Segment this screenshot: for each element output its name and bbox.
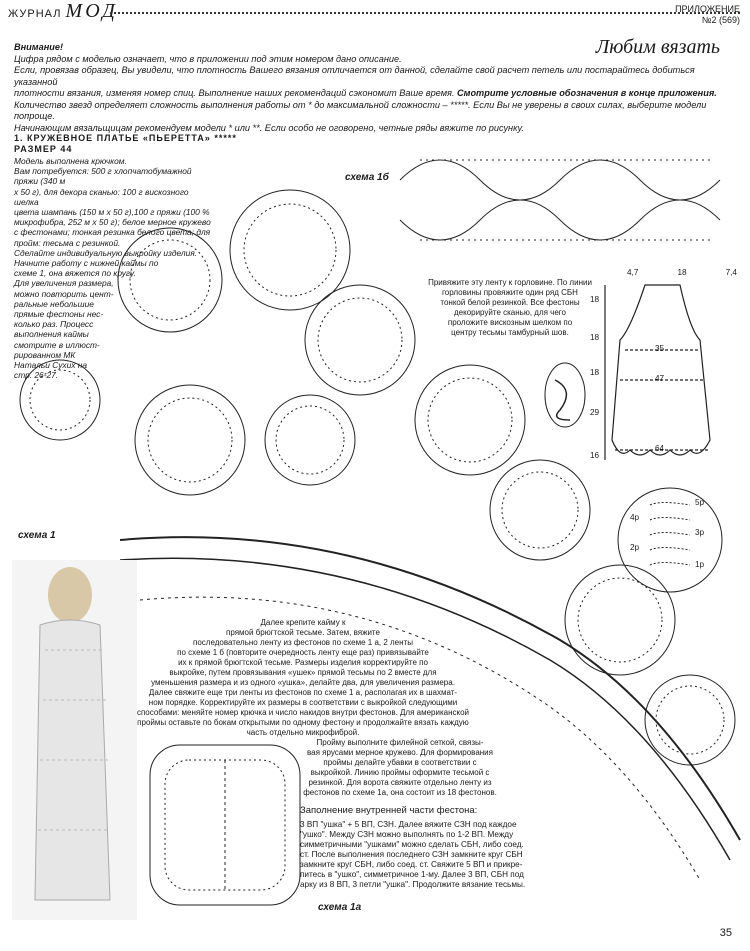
motif-rows [650, 503, 690, 566]
masthead-prefix: ЖУРНАЛ [8, 8, 62, 20]
intro-line: стр. 26-27. [14, 370, 59, 381]
schema-1a-label: схема 1а [318, 902, 362, 913]
schema-1b-band [400, 160, 720, 240]
pattern-width: 47 [655, 374, 665, 383]
notice-line: Количество звезд определяет сложность выполнения работы от * до максимальной сложности – *****. Если Вы не уверены в своих силах, выберите модели попроще. [14, 99, 707, 121]
row-label: 2р [630, 543, 640, 552]
dress-pattern [605, 285, 710, 460]
festoon [565, 565, 675, 675]
pattern-left-measure: 18 [590, 368, 600, 377]
intro-line: Модель выполнена крючком. [14, 156, 127, 166]
tambour-stitch-illustration [545, 363, 585, 427]
row-label: 1р [695, 560, 705, 569]
schema-1a-band [150, 745, 300, 905]
notice-line: плотности вязания, изменяя номер спиц. Выполнение наших рекомендаций сэкономит Ваше время. [14, 88, 455, 98]
item-title: 1. КРУЖЕВНОЕ ПЛАТЬЕ «ПЬЕРЕТТА» ***** [14, 133, 237, 143]
intro-line: цвета шампань (150 м х 50 г),100 г пряжи (100 % [14, 207, 210, 218]
intro-line: Для увеличения размера, [14, 278, 114, 289]
festoon [645, 675, 735, 765]
row-label: 5р [695, 498, 705, 507]
fill-title: Заполнение внутренней части фестона: [300, 805, 478, 816]
armhole-instructions: Пройму выполните филейной сеткой, связы- вая ярусами мерное кружево. Для формирования проймы делайте убавки в соответствии с выкройкой. Линию проймы оформите тесьмой с резинкой. Для ворота свяжите отдельно ленту из фестонов по схеме 1а, она состоит из 18 фестонов. [303, 738, 497, 797]
pattern-left-measure: 29 [590, 408, 600, 417]
motif-circle [618, 488, 722, 592]
pattern-width: 35 [655, 344, 665, 353]
intro-line: смотрите в иллюст- [14, 339, 100, 350]
pattern-left-measure: 18 [590, 333, 600, 342]
center-instructions: Далее крепите кайму к прямой брюгтской тесьме. Затем, вяжите последовательно ленту из фестонов по схеме 1 а, 2 ленты по схеме 1 б (повторите очередность ленту еще раз) привязывайте их к прямой брюгтской тесьме. Размеры изделия корректируйте по выкройке, путем провязывания «ушек» прямой тесьмы по 2 вместе для уменьшения размера и из одного «ушка», делайте два, для увеличения размера. Далее свяжите еще три ленты из фестонов по схеме 1 а, располагая их в шахмат- ном порядке. Корректируйте их размеры в соответствии с выкройкой следующими способами: меняйте номер крючка и число накидов внутри фестонов. Для американской проймы оставьте по бокам открытыми по одному фестону и продолжайте вязать каждую часть отдельно микрофиброй. [136, 618, 470, 737]
festoon [415, 365, 525, 475]
intro-line: можно повторить цент- [14, 288, 114, 299]
intro-line: ральные небольшие [14, 298, 94, 309]
intro-line: Натальи Сухих на [14, 360, 88, 371]
magazine-logo: МОД [65, 0, 118, 22]
model-photo [12, 560, 137, 920]
intro-line: Вам потребуется: 500 г хлопчатобумажной пряжи (340 м [14, 166, 192, 187]
page-number: 35 [719, 927, 732, 939]
festoon [118, 228, 222, 332]
schema-1-label: схема 1 [18, 530, 56, 541]
fill-instructions: 3 ВП "ушка" + 5 ВП, СЗН. Далее вяжите СЗН под каждое "ушко". Между СЗН можно выполнять по 1-2 ВП. Между симметричными "ушками" можно сделать СБН, либо соед. ст. После выполнения последнего СЗН замкните круг СБН замкните круг СБН, либо соед. ст. Свяжите 5 ВП и прикре- питесь в "ушко", симметричное 1-му. Далее 3 ВП, СБН под арку из 8 ВП, 3 петли "ушка". Продолжите вязание тесьмы. [300, 820, 526, 889]
notice-line: Цифра рядом с моделью означает, что в приложении под этим номером дано описание. [14, 53, 402, 64]
notice-title: Внимание! [14, 42, 64, 52]
intro-line: с фестонами; тонкая резинка белого цвета; для [14, 227, 211, 238]
pattern-left-measure: 18 [590, 295, 600, 304]
intro-line: пройм: тесьма с резинкой. [14, 237, 121, 248]
festoon [20, 360, 100, 440]
issue-supplement: ПРИЛОЖЕНИЕ [675, 4, 740, 14]
pattern-width: 64 [655, 444, 665, 453]
festoon [230, 190, 350, 310]
row-label: 3р [695, 528, 705, 537]
intro-line: колько раз. Процесс [14, 319, 94, 330]
intro-line: x 50 г), для декора сканью: 100 г вискозного шелка [14, 186, 189, 207]
festoon [265, 395, 355, 485]
intro-line: Начните работу с нижней каймы по [14, 258, 159, 269]
intro-line: схеме 1, она вяжется по кругу. [14, 268, 137, 279]
festoon [490, 460, 590, 560]
item-size: РАЗМЕР 44 [14, 144, 73, 154]
intro-line: рированном МК [14, 349, 76, 360]
pattern-left-measure: 16 [590, 451, 600, 460]
intro-line: Сделайте индивидуальную выкройку изделия. [14, 247, 198, 258]
notice-line: Если, провязав образец, Вы увидели, что плотность Вашего вязания отличается от данной, сделайте свой расчет петель или постарайтесь добиться указанной [14, 65, 695, 87]
row-label: 4р [630, 513, 640, 522]
notice-line: Начинающим вязальщицам рекомендуем модели * или **. Если особо не оговорено, четные ряды вяжите по рисунку. [14, 122, 524, 133]
intro-line: микрофибра, 252 м х 50 г); белое мерное кружево [14, 217, 211, 228]
notice-bold: Смотрите условные обозначения в конце приложения. [457, 88, 717, 98]
issue-number: №2 (569) [701, 15, 740, 25]
schema-1b-label: схема 1б [345, 172, 389, 183]
festoon [135, 385, 245, 495]
intro-line: прямые фестоны нес- [14, 309, 104, 320]
pattern-top-measures: 4,7 18 7,4 [627, 268, 737, 277]
neckline-note: Привяжите эту ленту к горловине. По линии горловины провяжите один ряд СБН тонкой белой резинкой. Все фестоны декорируйте сканью, для чего проложите вискозным шелком по центру тесьмы тамбурный шов. [428, 278, 592, 337]
intro-line: выполнения каймы [14, 329, 89, 340]
rubric-title: Любим вязать [595, 36, 720, 58]
